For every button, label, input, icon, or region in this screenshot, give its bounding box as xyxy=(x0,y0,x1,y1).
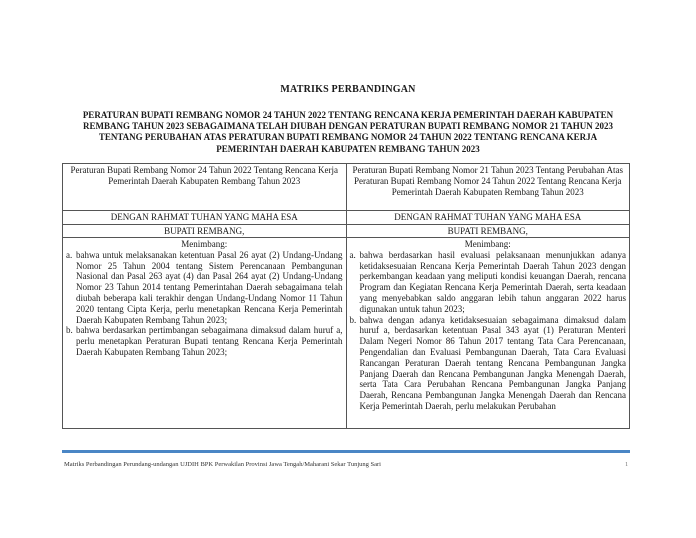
page-number: 1 xyxy=(625,461,629,468)
item-text: bahwa berdasarkan pertimbangan sebagaimana dimaksud dalam huruf a, perlu menetapkan Peraturan Bupati tentang Rencana Kerja Pemerintah Daerah Kabupaten Rembang Tahun 2023; xyxy=(76,325,343,357)
list-item xyxy=(350,250,627,315)
item-marker: a. xyxy=(66,249,73,260)
right-menimbang-cell xyxy=(346,238,630,429)
right-rahmat: DENGAN RAHMAT TUHAN YANG MAHA ESA xyxy=(346,211,630,225)
item-marker: b. xyxy=(349,314,357,325)
item-text: bahwa untuk melaksanakan ketentuan Pasal 26 ayat (2) Undang-Undang Nomor 25 Tahun 2004 tentang Sistem Perencanaan Pembangunan Nasional dan Pasal 263 ayat (4) dan Pasal 264 ayat (2) Undang-Undang Nomor 23 Tahun 2014 tentang Pemerintahan Daerah sebagaimana telah diubah beberapa kali terakhir dengan Undang-Undang Nomor 11 Tahun 2020 tentang Cipta Kerja, perlu menetapkan Rencana Kerja Pemerintah Daerah Kabupaten Rembang Tahun 2023; xyxy=(76,249,343,325)
right-bupati: BUPATI REMBANG, xyxy=(346,224,630,238)
footer-text: Matriks Perbandingan Perundang-undangan UJDIH BPK Perwakilan Provinsi Jawa Tengah/Maharani Sekar Tunjung Sari xyxy=(64,461,381,468)
left-column-header: Peraturan Bupati Rembang Nomor 24 Tahun 2022 Tentang Rencana Kerja Pemerintah Daerah Kabupaten Rembang Tahun 2023 xyxy=(63,164,347,211)
list-item xyxy=(66,325,343,357)
table-header-row xyxy=(63,164,630,211)
list-item xyxy=(350,315,627,412)
left-bupati: BUPATI REMBANG, xyxy=(63,224,347,238)
right-column-header: Peraturan Bupati Rembang Nomor 21 Tahun 2023 Tentang Perubahan Atas Peraturan Bupati Rembang Nomor 24 Tahun 2022 Tentang Rencana Kerja Pemerintah Daerah Kabupaten Rembang Tahun 2023 xyxy=(346,164,630,211)
footer-divider xyxy=(62,450,630,453)
page-title: MATRIKS PERBANDINGAN xyxy=(280,84,416,95)
left-menimbang-cell xyxy=(63,238,347,429)
item-marker: b. xyxy=(66,325,73,336)
left-rahmat: DENGAN RAHMAT TUHAN YANG MAHA ESA xyxy=(63,211,347,225)
table-row xyxy=(63,224,630,238)
right-menimbang-label: Menimbang: xyxy=(464,239,511,249)
item-text: bahwa berdasarkan hasil evaluasi pelaksanaan menunjukkan adanya ketidaksesuaian Rencana Kerja Pemerintah Daerah Tahun 2023 dengan perkembangan keadaan yang meliputi kondisi keuangan Daerah, rencana Program dan Kegiatan Rencana Kerja Pemerintah Daerah, serta keadaan yang menyebabkan saldo anggaran lebih tahun anggaran 2022 harus digunakan untuk tahun 2023; xyxy=(359,249,626,314)
item-marker: a. xyxy=(349,249,356,260)
item-text: bahwa dengan adanya ketidaksesuaian sebagaimana dimaksud dalam huruf a, berdasarkan ketentuan Pasal 343 ayat (1) Peraturan Menteri Dalam Negeri Nomor 86 Tahun 2017 tentang Tata Cara Perencanaan, Pengendalian dan Evaluasi Pembangunan Daerah, Tata Cara Evaluasi Rancangan Peraturan Daerah tentang Rencana Pembangunan Jangka Panjang Daerah dan Rencana Pembangunan Jangka Menengah Daerah, serta Tata Cara Perubahan Rencana Pembangunan Jangka Panjang Daerah, Rencana Pembangunan Jangka Menengah Daerah dan Rencana Kerja Pemerintah Daerah, perlu melakukan Perubahan xyxy=(359,314,626,411)
document-subtitle: PERATURAN BUPATI REMBANG NOMOR 24 TAHUN 2022 TENTANG RENCANA KERJA PEMERINTAH DAERAH KABUPATEN REMBANG TAHUN 2023 SEBAGAIMANA TELAH DIUBAH DENGAN PERATURAN BUPATI REMBANG NOMOR 21 TAHUN 2023 TENTANG PERUBAHAN ATAS PERATURAN BUPATI REMBANG NOMOR 24 TAHUN 2022 TENTANG RENCANA KERJA PEMERINTAH DAERAH KABUPATEN REMBANG TAHUN 2023 xyxy=(82,110,614,154)
left-menimbang-label: Menimbang: xyxy=(181,239,228,249)
table-row xyxy=(63,238,630,429)
list-item xyxy=(66,250,343,326)
table-row xyxy=(63,211,630,225)
comparison-table xyxy=(62,163,630,429)
